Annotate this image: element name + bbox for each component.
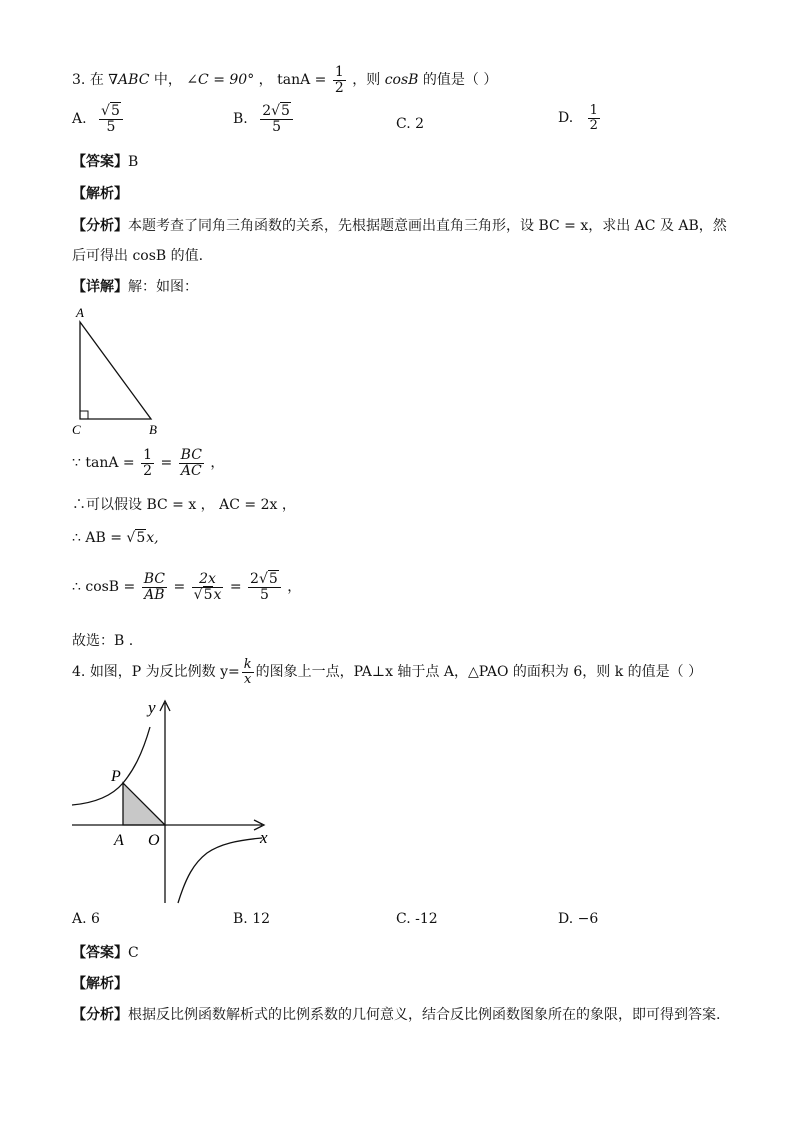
q3-option-a — [72, 104, 125, 134]
q3-step3 — [72, 530, 159, 546]
q3-step3-root: √5 — [126, 530, 146, 546]
vertex-a-label: A — [76, 305, 84, 320]
q3-step4-frac2-num: 2x — [199, 571, 216, 587]
q3-step1-frac1-den: 2 — [143, 462, 153, 479]
q3-option-b-den: 5 — [260, 119, 293, 135]
q3-step4-frac2-den: √5x — [193, 586, 222, 603]
q3-step4-frac3-rad: 5 — [268, 571, 278, 587]
q3-step3-rad: 5 — [136, 530, 146, 546]
q3-step4-frac2-rad: 5 — [203, 586, 213, 603]
q4-answer-value: C — [128, 945, 139, 961]
q3-option-a-frac — [99, 104, 123, 134]
point-a-label: A — [114, 832, 124, 849]
right-angle-marker — [80, 411, 88, 419]
hyperbola-branch-upper-left — [72, 727, 150, 805]
q3-option-b-rad: 5 — [281, 103, 290, 119]
q3-step4 — [72, 572, 301, 602]
q4-stem-b: 的图象上一点，PA⊥x 轴于点 A，△PAO 的面积为 6，则 k 的值是（ ） — [255, 664, 703, 680]
q3-answer-tag: 【答案】 — [72, 154, 128, 170]
q3-option-b-label: B. — [233, 111, 248, 128]
q3-option-a-rad: 5 — [110, 103, 120, 119]
q4-stem-a: 如图，P 为反比例数 y= — [89, 664, 240, 680]
origin-o-label: O — [148, 832, 160, 849]
q3-fenxi-tag: 【分析】 — [72, 218, 128, 234]
q3-xiangjie-tag: 【详解】 — [72, 279, 128, 295]
q3-xiangjie-text: 解：如图： — [128, 279, 198, 295]
q3-step4-post: ， — [287, 579, 302, 596]
q3-step4-frac3-coef: 2 — [250, 571, 259, 587]
q3-tan-lhs: tanA = — [277, 72, 327, 88]
q3-step3-post: x, — [146, 530, 159, 546]
q4-number: 4. — [72, 664, 86, 680]
q3-option-d-num: 1 — [589, 103, 598, 118]
q4-option-b: B. 12 — [233, 911, 271, 927]
q3-step1-pre: ∵ tanA = — [72, 455, 135, 472]
q3-option-c: C. 2 — [396, 116, 425, 132]
q3-fenxi-line1 — [72, 215, 727, 235]
q3-option-a-label: A. — [72, 111, 87, 128]
q4-option-d: D. −6 — [558, 911, 599, 927]
q3-fenxi-line2: 后可得出 cosB 的值. — [72, 248, 204, 264]
q3-stem-a: 在 — [89, 72, 104, 88]
q3-step4-frac1-num: BC — [143, 571, 165, 587]
q3-option-d — [558, 104, 602, 132]
q3-step4-frac2 — [192, 572, 224, 602]
vertex-c-label: C — [72, 422, 81, 437]
q3-step4-eq1: = — [173, 579, 186, 596]
q4-analysis-tag: 【解析】 — [72, 976, 128, 992]
q3-step1-frac2 — [179, 448, 204, 478]
q3-answer-value: B — [128, 154, 139, 170]
q3-step1 — [72, 448, 224, 478]
q3-option-b-num: 2√5 — [262, 103, 290, 119]
q3-answer-line — [72, 151, 138, 171]
q3-step4-eq2: = — [229, 579, 242, 596]
q3-option-d-frac — [588, 104, 600, 132]
q3-angle-c: ∠C = 90° — [186, 72, 255, 88]
q3-step1-eq: = — [160, 455, 173, 472]
q3-tan-num: 1 — [334, 63, 344, 80]
q3-step4-pre: ∴ cosB = — [72, 579, 136, 596]
q3-triangle-figure — [68, 304, 168, 440]
q4-frac-num: k — [243, 656, 252, 672]
q3-option-a-num: √5 — [101, 103, 120, 119]
q4-fenxi-line — [72, 1004, 720, 1024]
hyperbola-branch-lower-right — [178, 838, 262, 903]
q3-stem-c: ，则 — [352, 72, 381, 88]
q3-sep: ， — [258, 72, 273, 88]
q3-step1-frac2-num: BC — [180, 447, 202, 463]
axis-x-label: x — [260, 828, 268, 847]
q3-option-d-label: D. — [558, 110, 574, 127]
q4-hyperbola-figure — [70, 697, 280, 905]
q3-number: 3. — [72, 72, 86, 88]
q3-fenxi-text1: 本题考查了同角三角函数的关系，先根据题意画出直角三角形，设 BC = x，求出 AC 及 AB，然 — [128, 218, 727, 234]
q3-option-a-den: 5 — [99, 119, 123, 135]
q3-step3-pre: ∴ AB = — [72, 530, 122, 546]
triangle-pao-shaded — [123, 783, 165, 825]
q3-xiangjie-line — [72, 276, 198, 296]
q3-stem-d: 的值是（ ） — [422, 72, 498, 88]
q3-step1-frac2-den: AC — [179, 463, 204, 479]
q3-stem-b: 中， — [153, 72, 182, 88]
point-p-label: P — [111, 768, 121, 785]
q3-step1-frac1-num: 1 — [143, 447, 153, 463]
q3-step4-frac3-den: 5 — [248, 587, 281, 603]
vertex-b-label: B — [149, 422, 157, 437]
q4-option-a: A. 6 — [72, 911, 100, 927]
q4-answer-line — [72, 942, 139, 962]
q4-answer-tag: 【答案】 — [72, 945, 128, 961]
q3-step1-frac1 — [141, 448, 154, 478]
q3-option-b-coef: 2 — [262, 103, 272, 119]
axis-y-label: y — [148, 698, 156, 717]
q3-option-b — [233, 104, 295, 134]
q3-step4-frac1-den: AB — [142, 587, 167, 603]
q4-fenxi-tag: 【分析】 — [72, 1007, 128, 1023]
q4-stem — [72, 656, 702, 688]
q4-option-c: C. ‑12 — [396, 911, 438, 927]
triangle-abc — [80, 322, 151, 419]
q3-tan-frac — [333, 65, 346, 95]
q3-option-b-frac — [260, 104, 293, 134]
q4-frac — [242, 658, 254, 686]
q3-step4-frac2-x: x — [213, 586, 222, 603]
q4-frac-den: x — [242, 672, 254, 687]
q3-stem — [72, 64, 497, 96]
q3-tan-den: 2 — [334, 79, 344, 96]
q3-step2: ∴可以假设 BC = x ， AC = 2x ， — [72, 497, 296, 513]
q3-option-d-den: 2 — [589, 117, 598, 133]
q3-analysis-tag: 【解析】 — [72, 186, 128, 202]
q3-step4-frac3-num: 2√5 — [250, 571, 278, 587]
q3-step1-post: ， — [210, 455, 225, 472]
q3-cosb: cosB — [384, 72, 419, 88]
q3-step4-frac1 — [142, 572, 167, 602]
q3-triangle: ∇ABC — [108, 72, 150, 88]
q4-fenxi-text: 根据反比例函数解析式的比例系数的几何意义，结合反比例函数图象所在的象限，即可得到答案. — [128, 1007, 721, 1023]
q3-choice: 故选：B . — [72, 633, 134, 649]
q3-step4-frac3 — [248, 572, 281, 602]
